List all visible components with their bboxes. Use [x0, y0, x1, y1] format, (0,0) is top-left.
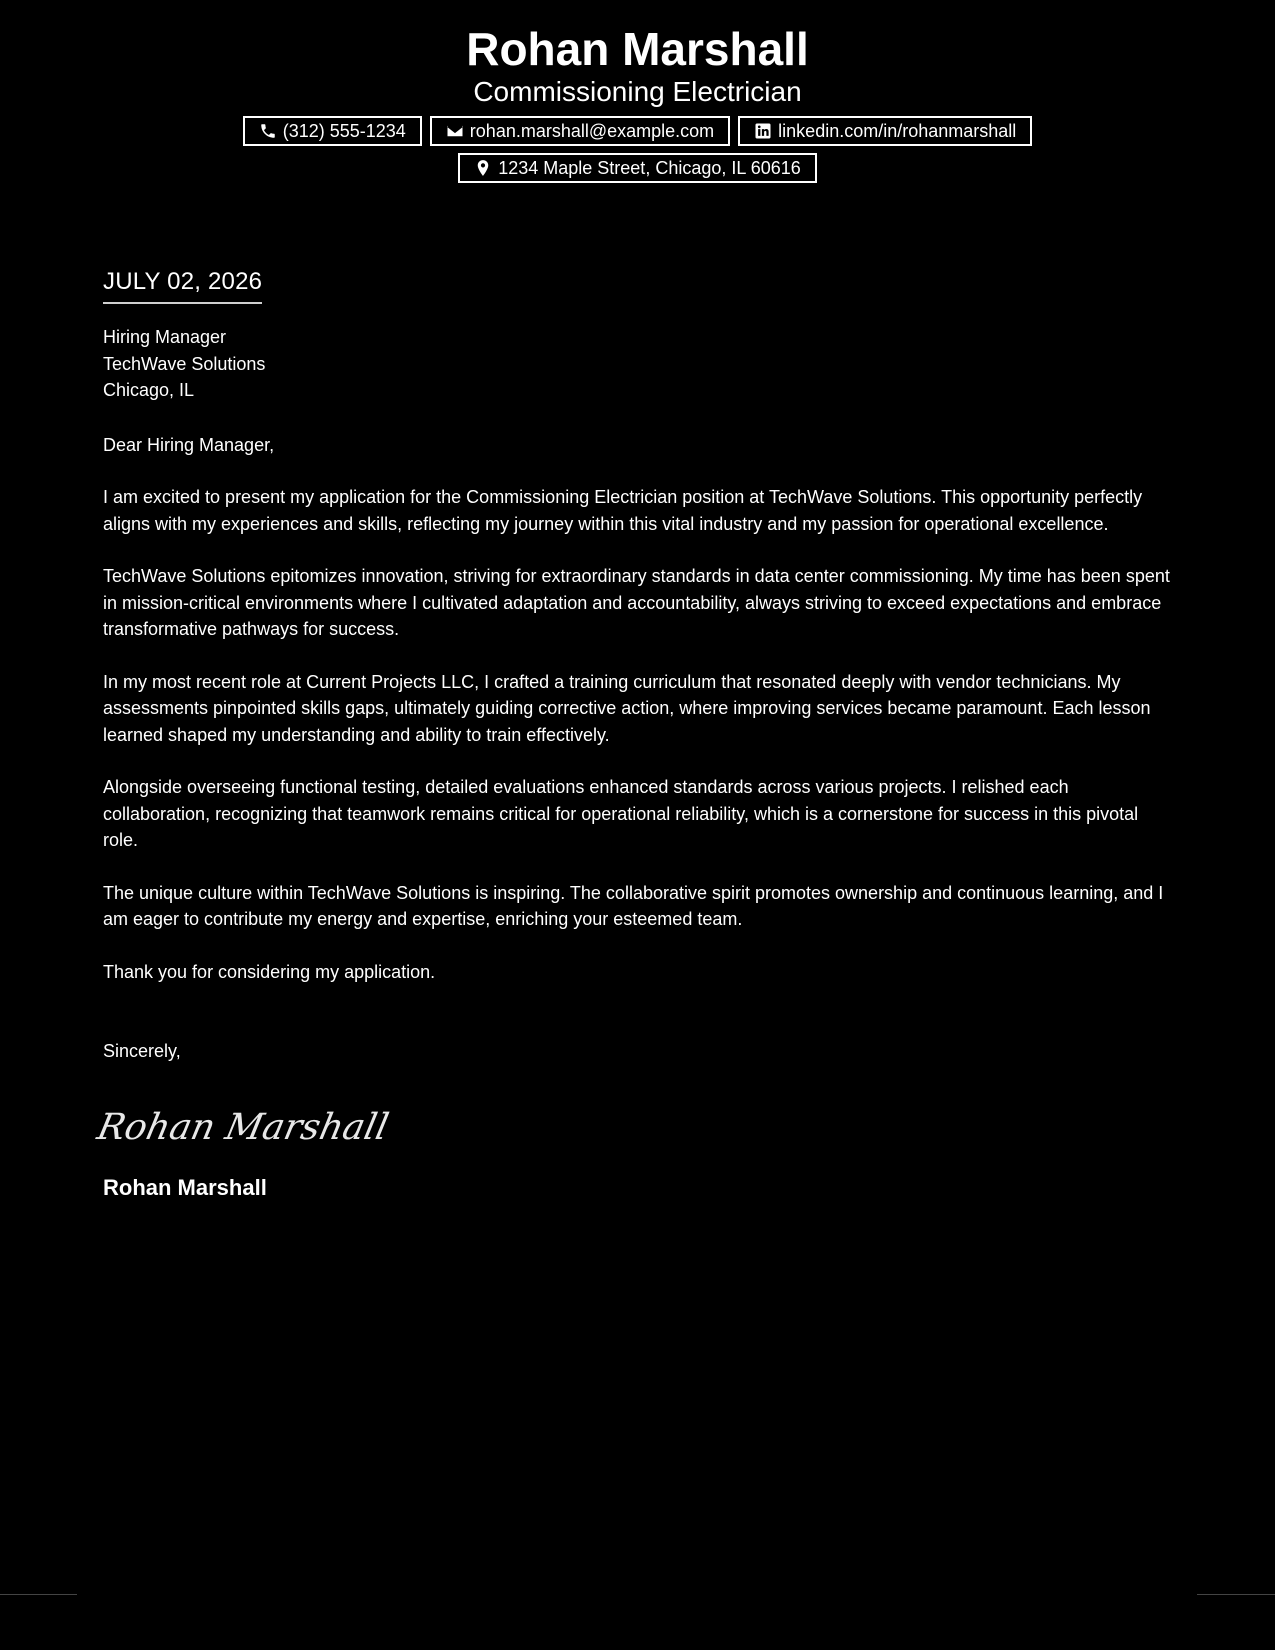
phone-chip[interactable]: [243, 116, 422, 146]
body-paragraph: In my most recent role at Current Projects LLC, I crafted a training curriculum that resonated deeply with vendor technicians. My assessments pinpointed skills gaps, ultimately guiding corrective action, where improving services became paramount. Each lesson learned shaped my understanding and ability to train effectively.: [103, 671, 1151, 745]
email-chip[interactable]: [430, 116, 730, 146]
recipient-block: [103, 324, 1175, 404]
body-paragraph: TechWave Solutions epitomizes innovation, striving for extraordinary standards in data center commissioning. My time has been spent in mission-critical environments where I cultivated adaptation and accountability, always striving to exceed expectations and embrace transformative pathways for success.: [103, 566, 1170, 639]
email-text: rohan.marshall@example.com: [469, 121, 715, 141]
typed-name: Rohan Marshall: [103, 1174, 267, 1200]
recipient-line: Chicago, IL: [103, 380, 195, 400]
letter-body: [93, 266, 1175, 1201]
recipient-line: Hiring Manager: [103, 327, 227, 347]
body-paragraph: The unique culture within TechWave Solutions is inspiring. The collaborative spirit promotes ownership and continuous learning, and I am eager to contribute my energy and expertise, enriching your esteemed team.: [103, 882, 1164, 929]
body-paragraph: I am excited to present my application for the Commissioning Electrician position at TechWave Solutions. This opportunity perfectly aligns with my experiences and skills, reflecting my journey within this vital industry and my passion for operational excellence.: [103, 487, 1143, 534]
handwritten-signature: [93, 1095, 1175, 1155]
address-row: [0, 153, 1275, 183]
closing: Sincerely,: [103, 1041, 181, 1061]
body-paragraph: Thank you for considering my application.: [103, 961, 436, 982]
linkedin-chip[interactable]: [738, 116, 1032, 146]
envelope-icon: [446, 122, 464, 140]
map-marker-icon: [474, 159, 492, 177]
applicant-name: Rohan Marshall: [466, 23, 809, 75]
address-text: 1234 Maple Street, Chicago, IL 60616: [498, 158, 801, 178]
phone-text: (312) 555-1234: [282, 121, 406, 141]
applicant-title: Commissioning Electrician: [473, 76, 802, 107]
contact-row: [0, 116, 1275, 146]
recipient-line: TechWave Solutions: [103, 353, 266, 374]
salutation: Dear Hiring Manager,: [103, 434, 275, 455]
linkedin-icon: [754, 122, 772, 140]
letter-header: [0, 22, 1275, 183]
footer-divider-left: [0, 1594, 77, 1595]
address-chip[interactable]: [458, 153, 817, 183]
letter-date: JULY 02, 2026: [103, 266, 262, 304]
signature-text: Rohan Marshall: [93, 1104, 393, 1148]
phone-icon: [259, 122, 277, 140]
linkedin-text: linkedin.com/in/rohanmarshall: [778, 121, 1017, 141]
footer-divider-right: [1197, 1594, 1275, 1595]
body-paragraph: Alongside overseeing functional testing, detailed evaluations enhanced standards across various projects. I relished each collaboration, recognizing that teamwork remains critical for operational reliability, which is a cornerstone for success in this pivotal role.: [103, 777, 1139, 850]
